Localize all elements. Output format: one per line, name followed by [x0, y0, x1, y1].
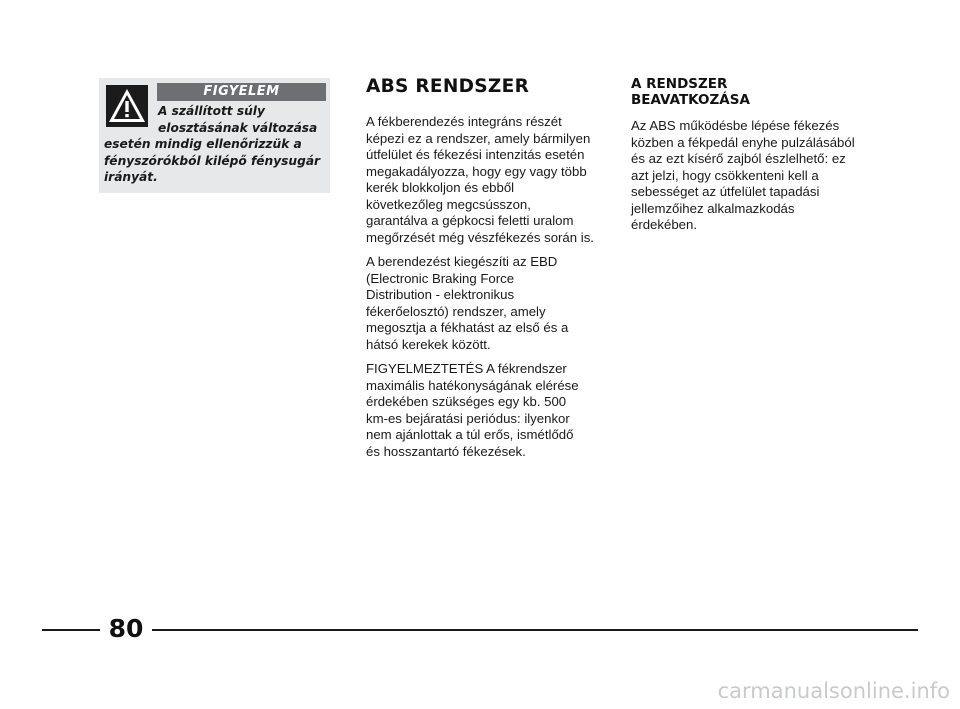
text-line: nem ajánlottak a túl erős, ismétlődő — [366, 427, 574, 442]
text-line: képezi ez a rendszer, amely bármilyen — [366, 130, 591, 146]
text-line: és az ezt kísérő zajból észlelhető: ez — [631, 151, 846, 166]
text-line: kerék blokkoljon és ebből — [366, 180, 515, 195]
footer-rule-right — [152, 629, 918, 631]
text-line: A fékberendezés integráns részét — [366, 114, 562, 129]
intervention-paragraph — [631, 118, 881, 234]
text-line: garantálva a gépkocsi feletti uralom — [366, 213, 574, 228]
abs-paragraph — [366, 114, 606, 246]
ebd-paragraph — [366, 254, 606, 353]
text-line: fékerőelosztó) rendszer, amely — [366, 303, 546, 319]
title-line: A RENDSZER — [631, 76, 728, 92]
caution-paragraph — [366, 361, 606, 460]
warning-text — [104, 103, 328, 186]
text-line: következőleg megcsússzon, — [366, 196, 531, 212]
title-line: BEAVATKOZÁSA — [631, 92, 750, 108]
text-line: útfelület és fékezési intenzitás esetén — [366, 147, 585, 162]
warning-line: esetén mindig ellenőrizzük a — [104, 137, 302, 151]
warning-box — [99, 78, 330, 193]
text-line: maximális hatékonyságának elérése — [366, 377, 579, 393]
text-line: közben a fékpedál enyhe pulzálásából — [631, 134, 855, 150]
text-line: Az ABS működésbe lépése fékezés — [631, 118, 840, 133]
warning-line: A szállított súly — [158, 104, 265, 118]
text-line: megőrzését még vészfékezés során is. — [366, 229, 594, 245]
text-line: érdekében. — [631, 217, 697, 232]
text-line: Distribution - elektronikus — [366, 287, 515, 302]
text-line: hátsó kerekek között. — [366, 336, 491, 352]
text-line: azt jelzi, hogy csökkenteni kell a — [631, 167, 819, 183]
text-line: és hosszantartó fékezések. — [366, 443, 526, 459]
text-line: FIGYELMEZTETÉS A fékrendszer — [366, 361, 567, 376]
footer-rule-left — [42, 629, 100, 631]
text-line: jellemzőihez alkalmazkodás — [631, 200, 795, 216]
intervention-section — [631, 76, 881, 242]
warning-line: fényszórókból kilépő fénysugár — [104, 153, 321, 168]
abs-section — [366, 74, 606, 468]
page-number: 80 — [108, 614, 144, 643]
text-line: megakadályozza, hogy egy vagy több — [366, 163, 587, 179]
text-line: A berendezést kiegészíti az EBD — [366, 254, 558, 269]
watermark: carmanualsonline.info — [717, 679, 950, 703]
text-line: (Electronic Braking Force — [366, 270, 515, 286]
warning-line: irányát. — [104, 170, 158, 184]
text-line: km-es bejáratási periódus: ilyenkor — [366, 410, 570, 426]
warning-line: elosztásának változása — [158, 120, 318, 135]
text-line: sebességet az útfelület tapadási — [631, 184, 820, 199]
abs-title: ABS RENDSZER — [366, 76, 530, 97]
intervention-title — [631, 76, 881, 108]
text-line: megosztja a fékhatást az első és a — [366, 320, 569, 335]
warning-heading: FIGYELEM — [157, 83, 326, 101]
text-line: érdekében szükséges egy kb. 500 — [366, 394, 567, 409]
